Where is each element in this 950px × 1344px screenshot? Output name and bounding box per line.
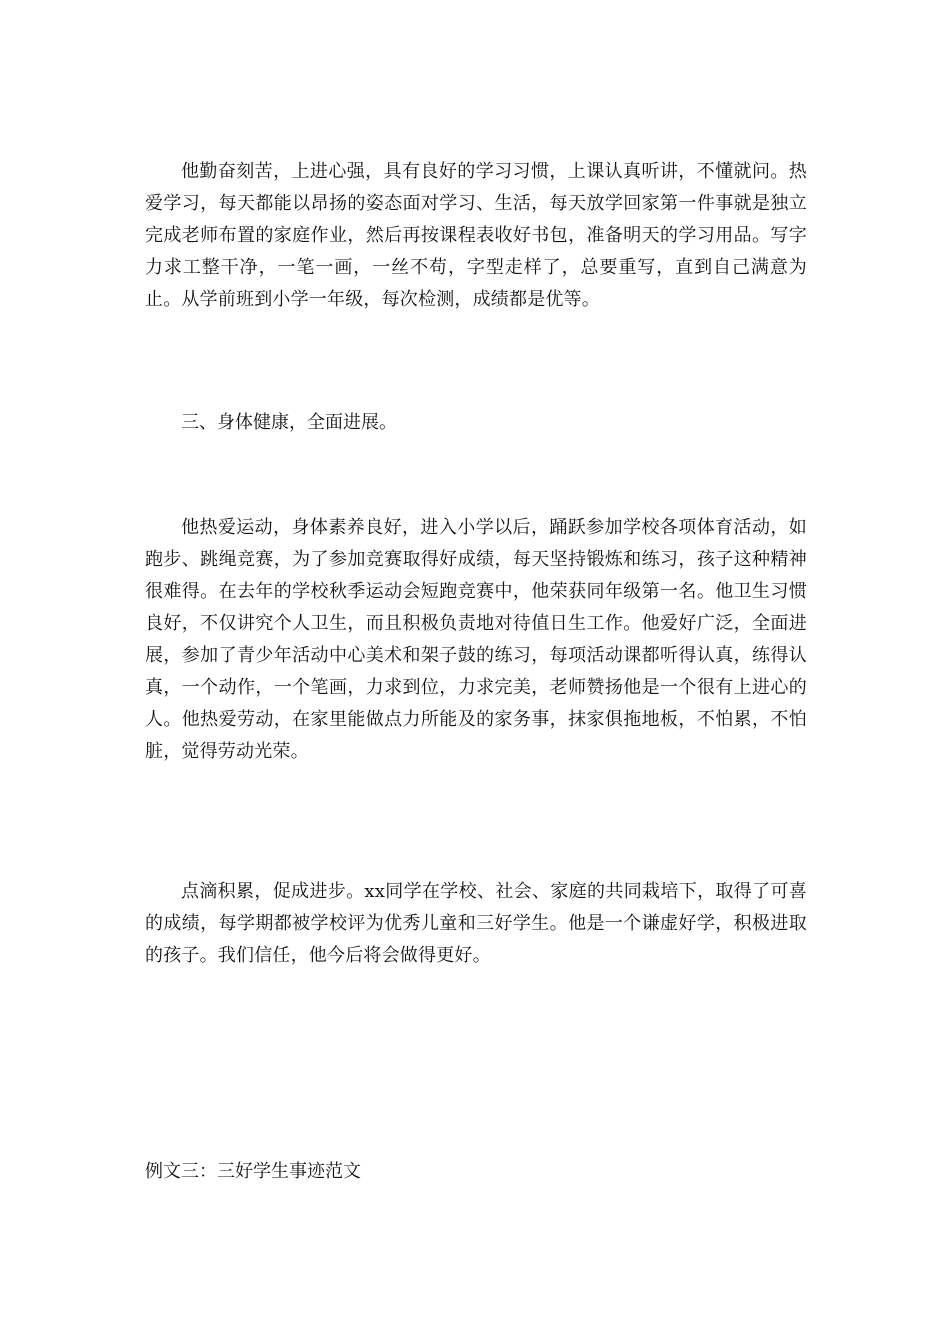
paragraph-study-habits: 他勤奋刻苦，上进心强，具有良好的学习习惯，上课认真听讲，不懂就问。热爱学习，每天都能以昂扬的姿态面对学习、生活，每天放学回家第一件事就是独立完成老师布置的家庭作业，然后再按课程表收好书包，准备明天的学习用品。写字力求工整干净，一笔一画，一丝不苟，字型走样了，总要重写，直到自己满意为止。从学前班到小学一年级，每次检测，成绩都是优等。 [145, 161, 807, 310]
section-heading-health: 三、身体健康，全面进展。 [181, 412, 397, 433]
example-title: 例文三：三好学生事迹范文 [145, 1161, 361, 1182]
paragraph-progress-summary: 点滴积累，促成进步。xx同学在学校、社会、家庭的共同栽培下，取得了可喜的成绩，每学期都被学校评为优秀儿童和三好学生。他是一个谦虚好学，积极进取的孩子。我们信任，他今后将会做得更好。 [145, 881, 807, 966]
paragraph-sports-hobbies: 他热爱运动，身体素养良好，进入小学以后，踊跃参加学校各项体育活动，如跑步、跳绳竞赛，为了参加竞赛取得好成绩，每天坚持锻炼和练习，孩子这种精神很难得。在去年的学校秋季运动会短跑竞赛中，他荣获同年级第一名。他卫生习惯良好，不仅讲究个人卫生，而且积极负责地对待值日生工作。他爱好广泛，全面进展，参加了青少年活动中心美术和架子鼓的练习，每项活动课都听得认真，练得认真，一个动作，一个笔画，力求到位，力求完美，老师赞扬他是一个很有上进心的人。他热爱劳动，在家里能做点力所能及的家务事，抹家俱拖地板，不怕累，不怕脏，觉得劳动光荣。 [145, 517, 807, 762]
